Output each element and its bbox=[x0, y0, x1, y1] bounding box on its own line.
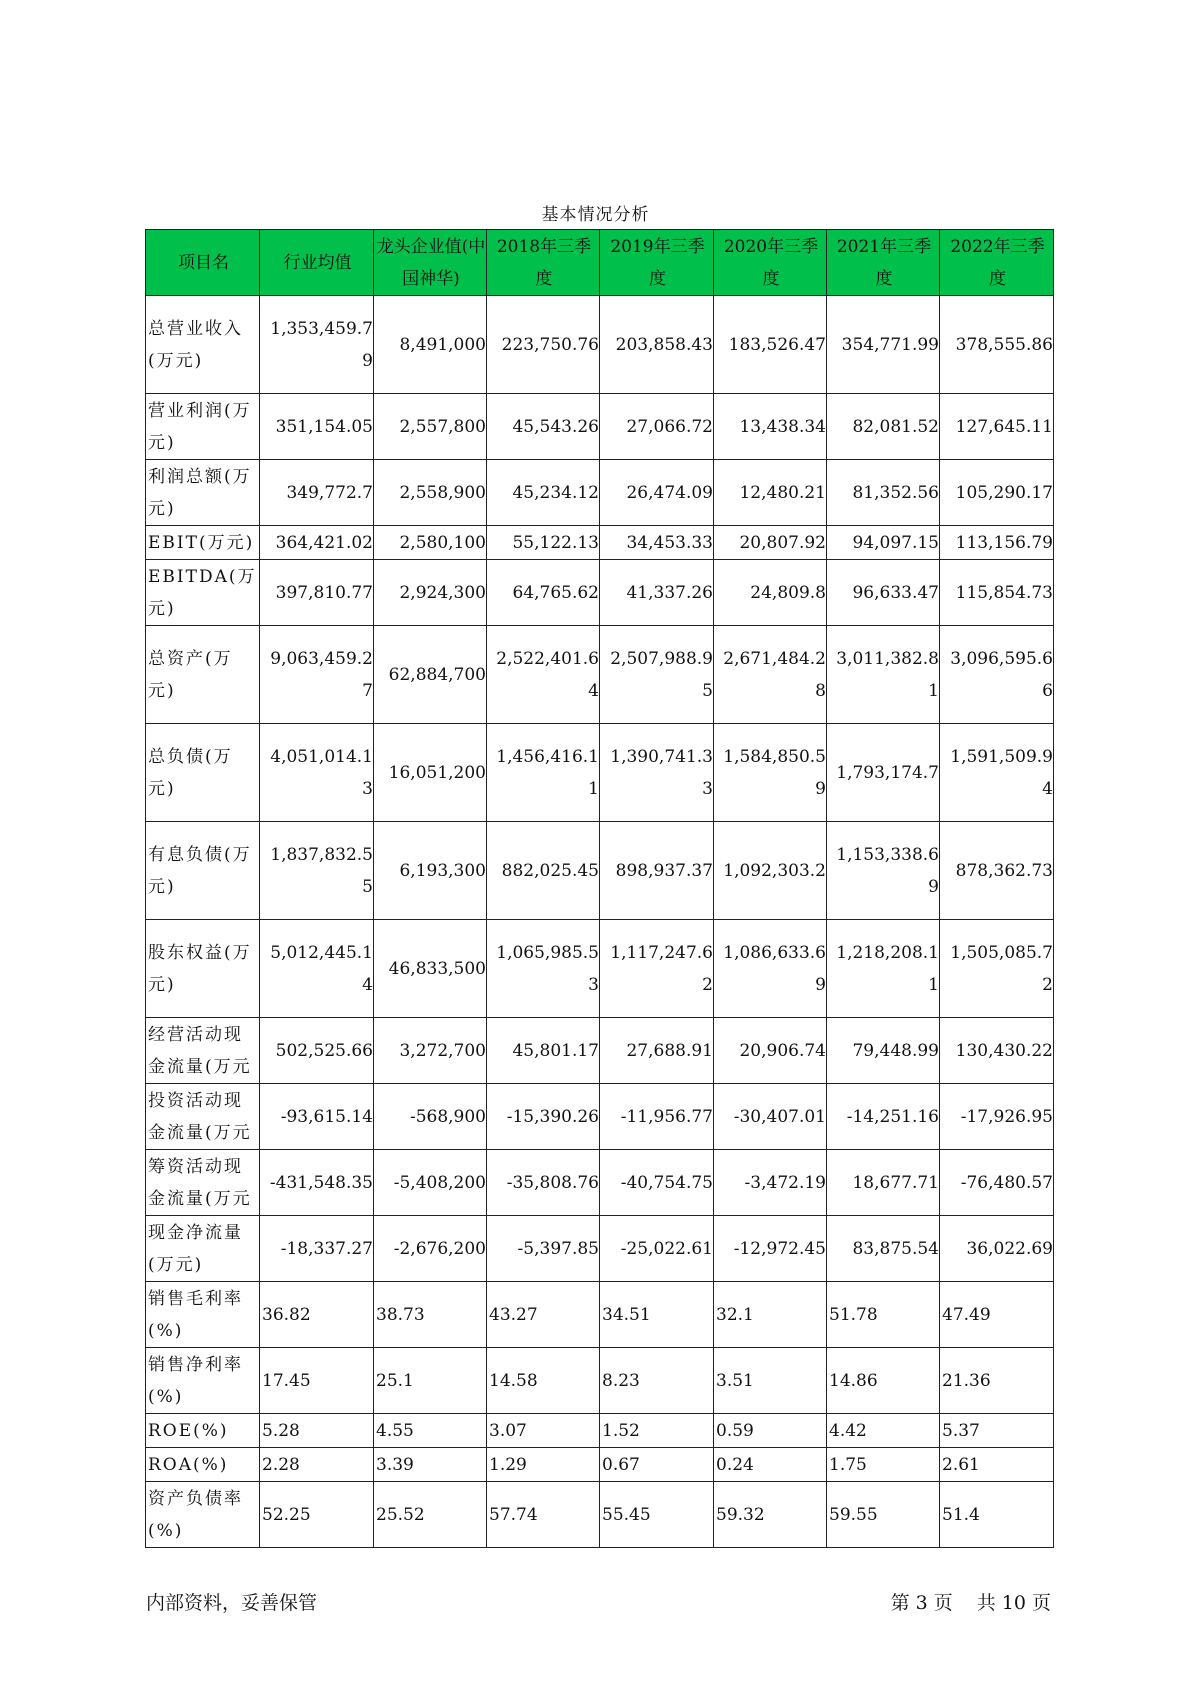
table-cell: 1,837,832.55 bbox=[260, 822, 374, 920]
table-cell: 26,474.09 bbox=[600, 460, 714, 526]
table-cell: 364,421.02 bbox=[260, 526, 374, 560]
table-cell: -18,337.27 bbox=[260, 1216, 374, 1282]
table-cell: 94,097.15 bbox=[827, 526, 940, 560]
table-row bbox=[146, 724, 1054, 822]
header-cell-item: 项目名 bbox=[146, 230, 260, 296]
table-row bbox=[146, 1448, 1054, 1482]
table-cell: 3,011,382.81 bbox=[827, 626, 940, 724]
table-row bbox=[146, 1150, 1054, 1216]
table-cell: 8,491,000 bbox=[374, 296, 487, 394]
table-cell: 38.73 bbox=[374, 1282, 487, 1348]
table-cell: 223,750.76 bbox=[487, 296, 600, 394]
table-cell: 130,430.22 bbox=[940, 1018, 1054, 1084]
table-row bbox=[146, 1084, 1054, 1150]
table-cell: 52.25 bbox=[260, 1482, 374, 1548]
table-cell: -40,754.75 bbox=[600, 1150, 714, 1216]
table-cell: -5,408,200 bbox=[374, 1150, 487, 1216]
table-cell: 2,507,988.95 bbox=[600, 626, 714, 724]
table-cell: 13,438.34 bbox=[714, 394, 827, 460]
table-cell: 1,584,850.59 bbox=[714, 724, 827, 822]
table-cell: 1,456,416.11 bbox=[487, 724, 600, 822]
table-cell: 3,272,700 bbox=[374, 1018, 487, 1084]
row-label: 总营业收入(万元) bbox=[146, 296, 260, 394]
table-cell: 1,390,741.33 bbox=[600, 724, 714, 822]
table-cell: 12,480.21 bbox=[714, 460, 827, 526]
table-cell: 45,543.26 bbox=[487, 394, 600, 460]
table-cell: 5.37 bbox=[940, 1414, 1054, 1448]
row-label: ROE(%) bbox=[146, 1414, 260, 1448]
page-number: 3 bbox=[915, 1592, 928, 1614]
table-cell: 57.74 bbox=[487, 1482, 600, 1548]
row-label: 资产负债率(%) bbox=[146, 1482, 260, 1548]
table-cell: 2.28 bbox=[260, 1448, 374, 1482]
table-cell: 51.78 bbox=[827, 1282, 940, 1348]
header-cell-2022: 2022年三季度 bbox=[940, 230, 1054, 296]
table-cell: -93,615.14 bbox=[260, 1084, 374, 1150]
table-row bbox=[146, 560, 1054, 626]
table-cell: 2.61 bbox=[940, 1448, 1054, 1482]
table-cell: 59.32 bbox=[714, 1482, 827, 1548]
row-label: 筹资活动现金流量(万元 bbox=[146, 1150, 260, 1216]
table-cell: -35,808.76 bbox=[487, 1150, 600, 1216]
table-cell: -12,972.45 bbox=[714, 1216, 827, 1282]
table-cell: 14.58 bbox=[487, 1348, 600, 1414]
table-cell: 115,854.73 bbox=[940, 560, 1054, 626]
row-label: 销售毛利率(%) bbox=[146, 1282, 260, 1348]
table-cell: 36.82 bbox=[260, 1282, 374, 1348]
row-label: 股东权益(万元) bbox=[146, 920, 260, 1018]
table-cell: 21.36 bbox=[940, 1348, 1054, 1414]
row-label: 经营活动现金流量(万元 bbox=[146, 1018, 260, 1084]
table-cell: 1,092,303.2 bbox=[714, 822, 827, 920]
table-cell: 47.49 bbox=[940, 1282, 1054, 1348]
table-cell: 3.07 bbox=[487, 1414, 600, 1448]
table-cell: 349,772.7 bbox=[260, 460, 374, 526]
table-cell: 62,884,700 bbox=[374, 626, 487, 724]
table-cell: 1.52 bbox=[600, 1414, 714, 1448]
table-cell: 0.24 bbox=[714, 1448, 827, 1482]
table-cell: 27,688.91 bbox=[600, 1018, 714, 1084]
page-title: 基本情况分析 bbox=[541, 205, 650, 225]
table-cell: 46,833,500 bbox=[374, 920, 487, 1018]
row-label: 投资活动现金流量(万元 bbox=[146, 1084, 260, 1150]
analysis-table bbox=[145, 229, 1054, 1548]
table-cell: 25.52 bbox=[374, 1482, 487, 1548]
table-cell: -3,472.19 bbox=[714, 1150, 827, 1216]
table-cell: 24,809.8 bbox=[714, 560, 827, 626]
row-label: EBIT(万元) bbox=[146, 526, 260, 560]
table-cell: 3,096,595.66 bbox=[940, 626, 1054, 724]
table-cell: 2,522,401.64 bbox=[487, 626, 600, 724]
table-cell: 3.39 bbox=[374, 1448, 487, 1482]
table-cell: 14.86 bbox=[827, 1348, 940, 1414]
table-cell: 1.29 bbox=[487, 1448, 600, 1482]
table-cell: 898,937.37 bbox=[600, 822, 714, 920]
header-cell-2020: 2020年三季度 bbox=[714, 230, 827, 296]
table-cell: 2,558,900 bbox=[374, 460, 487, 526]
row-label: 总负债(万元) bbox=[146, 724, 260, 822]
table-cell: 4.55 bbox=[374, 1414, 487, 1448]
header-cell-industry-avg: 行业均值 bbox=[260, 230, 374, 296]
row-label: ROA(%) bbox=[146, 1448, 260, 1482]
table-cell: -2,676,200 bbox=[374, 1216, 487, 1282]
table-cell: 27,066.72 bbox=[600, 394, 714, 460]
table-cell: 59.55 bbox=[827, 1482, 940, 1548]
table-cell: 34.51 bbox=[600, 1282, 714, 1348]
header-cell-2019: 2019年三季度 bbox=[600, 230, 714, 296]
table-cell: 2,557,800 bbox=[374, 394, 487, 460]
table-cell: 397,810.77 bbox=[260, 560, 374, 626]
table-cell: 34,453.33 bbox=[600, 526, 714, 560]
table-cell: 45,234.12 bbox=[487, 460, 600, 526]
table-cell: 1,086,633.69 bbox=[714, 920, 827, 1018]
table-cell: 1,218,208.11 bbox=[827, 920, 940, 1018]
table-cell: 127,645.11 bbox=[940, 394, 1054, 460]
table-cell: -5,397.85 bbox=[487, 1216, 600, 1282]
table-cell: 2,924,300 bbox=[374, 560, 487, 626]
table-cell: 41,337.26 bbox=[600, 560, 714, 626]
footer-confidential-note: 内部资料，妥善保管 bbox=[146, 1592, 318, 1614]
table-cell: 43.27 bbox=[487, 1282, 600, 1348]
table-cell: 5.28 bbox=[260, 1414, 374, 1448]
row-label: 利润总额(万元) bbox=[146, 460, 260, 526]
table-row bbox=[146, 1482, 1054, 1548]
table-row bbox=[146, 1348, 1054, 1414]
table-cell: 79,448.99 bbox=[827, 1018, 940, 1084]
table-cell: 878,362.73 bbox=[940, 822, 1054, 920]
table-cell: 1,793,174.7 bbox=[827, 724, 940, 822]
table-cell: -14,251.16 bbox=[827, 1084, 940, 1150]
table-row bbox=[146, 526, 1054, 560]
total-pages: 10 bbox=[1001, 1592, 1026, 1614]
table-row bbox=[146, 1282, 1054, 1348]
table-cell: 96,633.47 bbox=[827, 560, 940, 626]
table-row bbox=[146, 460, 1054, 526]
header-cell-leader: 龙头企业值(中国神华) bbox=[374, 230, 487, 296]
table-cell: 82,081.52 bbox=[827, 394, 940, 460]
table-cell: 20,807.92 bbox=[714, 526, 827, 560]
table-cell: 55.45 bbox=[600, 1482, 714, 1548]
table-cell: 882,025.45 bbox=[487, 822, 600, 920]
table-cell: 81,352.56 bbox=[827, 460, 940, 526]
table-cell: -568,900 bbox=[374, 1084, 487, 1150]
row-label: 销售净利率(%) bbox=[146, 1348, 260, 1414]
table-cell: -431,548.35 bbox=[260, 1150, 374, 1216]
row-label: 总资产(万元) bbox=[146, 626, 260, 724]
table-cell: 64,765.62 bbox=[487, 560, 600, 626]
row-label: 有息负债(万元) bbox=[146, 822, 260, 920]
table-row bbox=[146, 296, 1054, 394]
table-cell: 4.42 bbox=[827, 1414, 940, 1448]
table-cell: 113,156.79 bbox=[940, 526, 1054, 560]
table-cell: -25,022.61 bbox=[600, 1216, 714, 1282]
table-cell: 5,012,445.14 bbox=[260, 920, 374, 1018]
table-cell: 0.59 bbox=[714, 1414, 827, 1448]
header-cell-2018: 2018年三季度 bbox=[487, 230, 600, 296]
table-cell: 45,801.17 bbox=[487, 1018, 600, 1084]
table-cell: 55,122.13 bbox=[487, 526, 600, 560]
table-cell: 4,051,014.13 bbox=[260, 724, 374, 822]
table-cell: 18,677.71 bbox=[827, 1150, 940, 1216]
table-cell: 51.4 bbox=[940, 1482, 1054, 1548]
header-row bbox=[146, 230, 1054, 296]
table-cell: 83,875.54 bbox=[827, 1216, 940, 1282]
table-cell: 3.51 bbox=[714, 1348, 827, 1414]
table-cell: -17,926.95 bbox=[940, 1084, 1054, 1150]
table-cell: 9,063,459.27 bbox=[260, 626, 374, 724]
table-row bbox=[146, 920, 1054, 1018]
table-row bbox=[146, 1018, 1054, 1084]
table-cell: 1,591,509.94 bbox=[940, 724, 1054, 822]
total-unit: 页 bbox=[1031, 1592, 1051, 1614]
table-cell: -30,407.01 bbox=[714, 1084, 827, 1150]
table-cell: 1,505,085.72 bbox=[940, 920, 1054, 1018]
page-prefix: 第 bbox=[890, 1592, 910, 1614]
row-label: 现金净流量(万元) bbox=[146, 1216, 260, 1282]
page-unit: 页 bbox=[933, 1592, 953, 1614]
table-cell: 1,065,985.53 bbox=[487, 920, 600, 1018]
table-cell: 1,117,247.62 bbox=[600, 920, 714, 1018]
table-cell: 2,580,100 bbox=[374, 526, 487, 560]
table-cell: 20,906.74 bbox=[714, 1018, 827, 1084]
table-cell: 25.1 bbox=[374, 1348, 487, 1414]
table-cell: -11,956.77 bbox=[600, 1084, 714, 1150]
table-row bbox=[146, 626, 1054, 724]
table-cell: 1,353,459.79 bbox=[260, 296, 374, 394]
row-label: EBITDA(万元) bbox=[146, 560, 260, 626]
header-cell-2021: 2021年三季度 bbox=[827, 230, 940, 296]
table-cell: 8.23 bbox=[600, 1348, 714, 1414]
table-cell: 2,671,484.28 bbox=[714, 626, 827, 724]
table-cell: 351,154.05 bbox=[260, 394, 374, 460]
table-cell: 16,051,200 bbox=[374, 724, 487, 822]
table-cell: 36,022.69 bbox=[940, 1216, 1054, 1282]
table-cell: 502,525.66 bbox=[260, 1018, 374, 1084]
table-row bbox=[146, 394, 1054, 460]
table-cell: 0.67 bbox=[600, 1448, 714, 1482]
table-cell: 183,526.47 bbox=[714, 296, 827, 394]
table-cell: 1,153,338.69 bbox=[827, 822, 940, 920]
table-cell: 17.45 bbox=[260, 1348, 374, 1414]
table-cell: 6,193,300 bbox=[374, 822, 487, 920]
table-cell: 105,290.17 bbox=[940, 460, 1054, 526]
table-row bbox=[146, 1414, 1054, 1448]
table-cell: 1.75 bbox=[827, 1448, 940, 1482]
total-prefix: 共 bbox=[976, 1592, 996, 1614]
table-cell: 32.1 bbox=[714, 1282, 827, 1348]
table-cell: 378,555.86 bbox=[940, 296, 1054, 394]
table-cell: -76,480.57 bbox=[940, 1150, 1054, 1216]
table-cell: 203,858.43 bbox=[600, 296, 714, 394]
footer-page-info bbox=[885, 1588, 1051, 1615]
table-row bbox=[146, 1216, 1054, 1282]
table-cell: -15,390.26 bbox=[487, 1084, 600, 1150]
table-row bbox=[146, 822, 1054, 920]
row-label: 营业利润(万元) bbox=[146, 394, 260, 460]
table-cell: 354,771.99 bbox=[827, 296, 940, 394]
